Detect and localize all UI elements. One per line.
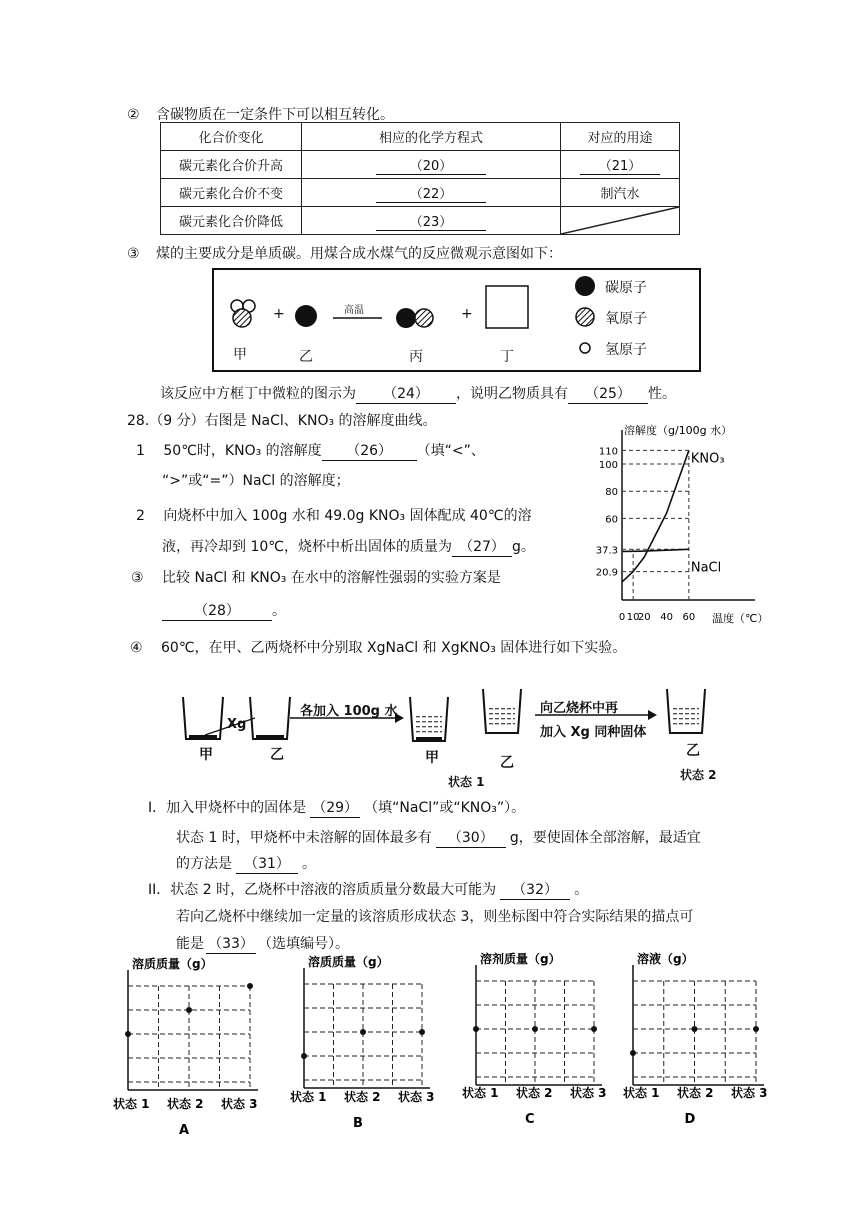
option-graph-A (113, 956, 258, 1138)
graph-point (419, 1029, 425, 1035)
x-axis-label: 温度（℃） (712, 612, 769, 625)
option-graph-C (462, 951, 607, 1127)
blank-22: （22） (376, 183, 486, 203)
series-label: KNO₃ (690, 451, 725, 467)
blank-21: （21） (580, 155, 660, 175)
graph-point (630, 1050, 636, 1056)
condition-label: 高温 (344, 305, 364, 316)
item-number: ④ (130, 640, 143, 656)
sentence-part: I．加入甲烧杯中的固体是 (148, 800, 307, 816)
q3-number: ③ (127, 246, 140, 262)
graph-x-label: 状态 2 (516, 1086, 553, 1100)
blank-31: （31） (236, 853, 298, 874)
q3-text: 煤的主要成分是单质碳。用煤合成水煤气的反应微观示意图如下： (156, 246, 563, 262)
label-jia: 甲 (233, 347, 247, 363)
series-label: NaCl (690, 560, 722, 576)
graph-point (247, 983, 253, 989)
y-axis-label: 溶解度（g/100g 水） (624, 424, 733, 437)
graph-y-label: 溶质质量（g） (308, 955, 389, 969)
sentence-part: （选填编号）。 (258, 936, 349, 952)
table-cell: 制汽水 (561, 179, 680, 207)
xg-label: Xg (227, 717, 247, 732)
label-yi: 乙 (299, 349, 313, 365)
beaker-label: 乙 (500, 755, 514, 771)
table-cell: 碳元素化合价不变 (161, 179, 302, 207)
blank-25: （25） (568, 383, 648, 404)
sentence-part: 向烧杯中加入 100g 水和 49.0g KNO₃ 固体配成 40℃的溶 (163, 508, 532, 524)
beaker-label: 乙 (686, 743, 700, 759)
graph-x-label: 状态 2 (677, 1086, 714, 1100)
sentence-part: 比较 NaCl 和 KNO₃ 在水中的溶解性强弱的实验方案是 (162, 570, 501, 586)
sentence-part: g。 (512, 539, 535, 555)
y-tick-label: 100 (598, 460, 618, 471)
blank-33: （33） (206, 933, 256, 954)
sentence-part: 该反应中方框丁中微粒的图示为 (160, 386, 356, 402)
x-tick-label: 60 (682, 612, 696, 623)
graph-point (301, 1053, 307, 1059)
sentence-part: 。 (574, 882, 589, 898)
table-cell: 碳元素化合价降低 (161, 207, 302, 235)
beaker-label: 甲 (425, 750, 439, 766)
legend-carbon: 碳原子 (605, 280, 647, 296)
x-tick-label: 20 (637, 612, 651, 623)
plus-sign: + (461, 306, 473, 322)
legend-oxygen: 氧原子 (605, 311, 647, 327)
blank-26: （26） (322, 440, 417, 461)
q28-title: 28.（9 分）右图是 NaCl、KNO₃ 的溶解度曲线。 (127, 413, 437, 429)
graph-option-letter: C (525, 1112, 535, 1127)
option-graph-D (623, 951, 768, 1127)
blank-20: （20） (376, 155, 486, 175)
graph-y-label: 溶质质量（g） (132, 957, 213, 971)
blank-24: （24） (356, 383, 456, 404)
graph-option-letter: D (684, 1112, 696, 1127)
table-header: 相应的化学方程式 (302, 123, 561, 151)
label-ding: 丁 (500, 349, 514, 365)
step1-label: 各加入 100g 水 (300, 704, 398, 719)
graph-y-label: 溶剂质量（g） (480, 952, 561, 966)
step2a-label: 向乙烧杯中再 (540, 701, 619, 716)
blank-32: （32） (500, 879, 570, 900)
table-header: 对应的用途 (561, 123, 680, 151)
sentence-part: 。 (272, 603, 286, 619)
graph-x-label: 状态 1 (462, 1086, 499, 1100)
graph-x-label: 状态 3 (731, 1086, 768, 1100)
graph-x-label: 状态 3 (570, 1086, 607, 1100)
graph-x-label: 状态 1 (113, 1097, 150, 1111)
graph-point (753, 1026, 759, 1032)
beaker-label: 乙 (270, 747, 284, 763)
graph-x-label: 状态 2 (167, 1097, 204, 1111)
graph-x-label: 状态 3 (221, 1097, 258, 1111)
sentence-part: （填“<”、 (416, 443, 485, 459)
item-number: 2 (136, 508, 145, 524)
graph-x-label: 状态 1 (623, 1086, 660, 1100)
state2-label: 状态 2 (680, 768, 717, 782)
sentence-part: 状态 1 时，甲烧杯中未溶解的固体最多有 (176, 830, 432, 846)
graph-point (532, 1026, 538, 1032)
graph-point (186, 1007, 192, 1013)
q28-p1-cont: “>”或“=”）NaCl 的溶解度； (162, 473, 350, 489)
plus-sign: + (273, 306, 285, 322)
sentence-part: 能是 (176, 936, 204, 952)
y-tick-label: 20.9 (595, 567, 618, 579)
option-graph-B (290, 954, 435, 1131)
item-number: ③ (131, 570, 144, 586)
graph-point (591, 1026, 597, 1032)
x-tick-label: 40 (660, 612, 673, 623)
blank-27: （27） (452, 536, 512, 557)
graph-x-label: 状态 3 (398, 1090, 435, 1104)
blank-29: （29） (310, 797, 360, 818)
label-bing: 丙 (409, 349, 423, 365)
graph-x-label: 状态 2 (344, 1090, 381, 1104)
graph-option-letter: A (179, 1123, 190, 1138)
beaker-label: 甲 (199, 747, 213, 763)
sentence-part: II．状态 2 时，乙烧杯中溶液的溶质质量分数最大可能为 (148, 882, 497, 898)
q2-number: ② (127, 107, 140, 123)
blank-30: （30） (436, 827, 506, 848)
graph-x-label: 状态 1 (290, 1090, 327, 1104)
x-tick-label: 0 (618, 612, 626, 623)
sentence-part: 性。 (648, 386, 676, 402)
table-header: 化合价变化 (161, 123, 302, 151)
graph-point (360, 1029, 366, 1035)
sentence-part: g，要使固体全部溶解，最适宜 (509, 830, 701, 846)
item-number: 1 (136, 443, 145, 459)
step2b-label: 加入 Xg 同种固体 (540, 725, 647, 740)
graph-y-label: 溶液（g） (637, 952, 694, 966)
y-tick-label: 80 (605, 487, 618, 499)
qII-line2: 若向乙烧杯中继续加一定量的该溶质形成状态 3，则坐标图中符合实际结果的描点可 (176, 909, 694, 925)
sentence-part: 50℃时，KNO₃ 的溶解度 (163, 443, 322, 459)
sentence-part: ，说明乙物质具有 (456, 386, 568, 402)
graph-point (473, 1026, 479, 1032)
sentence-part: （填“NaCl”或“KNO₃”）。 (364, 800, 526, 816)
sentence-part: 。 (302, 856, 316, 872)
y-tick-label: 110 (598, 446, 618, 458)
graph-point (692, 1026, 698, 1032)
blank-23: （23） (376, 211, 486, 231)
y-tick-label: 37.3 (595, 545, 618, 557)
state1-label: 状态 1 (448, 775, 485, 789)
sentence-part: 液，再冷却到 10℃，烧杯中析出固体的质量为 (162, 539, 452, 555)
legend-hydrogen: 氢原子 (605, 342, 647, 358)
x-tick-label: 10 (626, 612, 640, 623)
table-cell: 碳元素化合价升高 (161, 151, 302, 179)
sentence-part: 的方法是 (176, 856, 232, 872)
graph-option-letter: B (353, 1116, 363, 1131)
q2-text: 含碳物质在一定条件下可以相互转化。 (156, 107, 395, 123)
y-tick-label: 60 (605, 514, 618, 526)
graph-point (125, 1031, 131, 1037)
sentence-part: 60℃，在甲、乙两烧杯中分别取 XgNaCl 和 XgKNO₃ 固体进行如下实验。 (161, 640, 627, 656)
blank-28: （28） (162, 600, 272, 621)
